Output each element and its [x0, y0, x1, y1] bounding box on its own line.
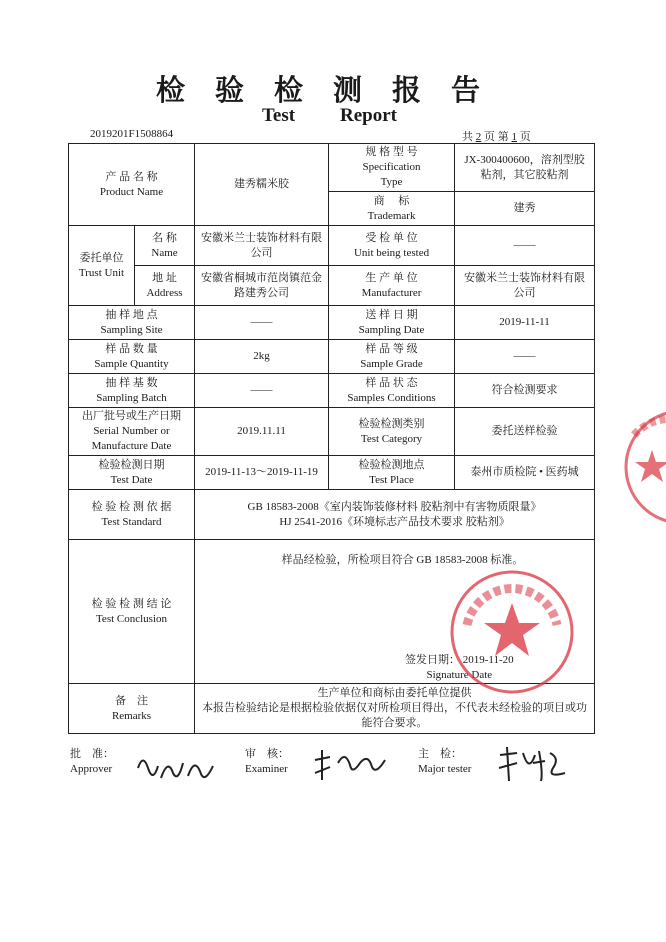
- test-category-cn: 检验检测类别: [358, 417, 425, 430]
- client-address-label: [135, 266, 195, 306]
- client-name-cn: 名 称: [152, 231, 177, 244]
- approver-label-en: Approver: [70, 763, 113, 775]
- remarks-en: Remarks: [111, 709, 152, 722]
- conclusion-text: 样品经检验，所检项目符合 GB 18583-2008 标准。: [281, 554, 524, 566]
- sampling-site-label: [69, 306, 195, 340]
- sample-quantity-cn: 样 品 数 量: [105, 342, 158, 355]
- row-test-date: [69, 456, 595, 490]
- test-date-cn: 检验检测日期: [98, 458, 165, 471]
- sample-grade-cn: 样 品 等 级: [365, 342, 418, 355]
- sample-grade-en: Sample Grade: [360, 357, 423, 370]
- receiving-unit-en: Unit being tested: [353, 246, 430, 259]
- client-en: Trust Unit: [78, 266, 125, 279]
- receiving-unit-label: [329, 226, 455, 266]
- client-address-value: 安徽省桐城市范岗镇范金路建秀公司: [195, 266, 329, 306]
- receiving-unit-cn: 受 检 单 位: [365, 231, 418, 244]
- remarks-line1: 生产单位和商标由委托单位提供: [317, 687, 472, 699]
- sample-condition-value: 符合检测要求: [455, 374, 595, 408]
- product-name-label: [69, 144, 195, 226]
- trademark-en: Trademark: [367, 209, 416, 222]
- sampling-site-en: Sampling Site: [100, 323, 163, 336]
- sample-condition-cn: 样 品 状 态: [365, 376, 418, 389]
- approver-label-cn: 批 准：: [70, 748, 114, 760]
- client-address-en: Address: [146, 286, 183, 299]
- page-prefix: 共: [462, 131, 473, 143]
- client-name-en: Name: [151, 246, 178, 259]
- remarks-line2: 本报告检验结论是根据检验依据仅对所检项目得出，不代表未经检验的项目或功能符合要求。: [202, 702, 588, 729]
- test-place-cn: 检验检测地点: [358, 458, 425, 471]
- sample-condition-label: [329, 374, 455, 408]
- row-serial: [69, 408, 595, 456]
- row-client-name: [69, 226, 595, 266]
- spec-label: [329, 144, 455, 192]
- product-name-cn: 产 品 名 称: [105, 170, 158, 183]
- page-info: [462, 128, 531, 144]
- serial-label: [69, 408, 195, 456]
- serial-en2: Manufacture Date: [91, 440, 172, 452]
- seam-seal-stamp: [620, 405, 666, 530]
- test-category-label: [329, 408, 455, 456]
- test-date-label: [69, 456, 195, 490]
- row-quantity: [69, 340, 595, 374]
- manufacturer-label: [329, 266, 455, 306]
- spec-value: JX-300400600，溶剂型胶粘剂，其它胶粘剂: [455, 144, 595, 192]
- sampling-date-value: 2019-11-11: [455, 306, 595, 340]
- sample-quantity-label: [69, 340, 195, 374]
- test-standard-en: Test Standard: [101, 515, 162, 528]
- remarks-label: [69, 684, 195, 734]
- serial-en1: Serial Number or: [93, 425, 170, 437]
- sample-grade-value: ——: [455, 340, 595, 374]
- sampling-date-cn: 送 样 日 期: [365, 308, 418, 321]
- examiner-signature: [310, 745, 390, 785]
- sample-quantity-value: 2kg: [195, 340, 329, 374]
- examiner-block: [245, 747, 289, 777]
- client-address-cn: 地 址: [152, 271, 177, 284]
- test-standard-value: [195, 490, 595, 540]
- test-date-en: Test Date: [110, 473, 153, 486]
- sampling-date-en: Sampling Date: [358, 323, 425, 336]
- page-current: 1: [511, 131, 517, 143]
- signature-date-value: 2019-11-20: [462, 654, 514, 666]
- report-number: 2019201F1508864: [90, 128, 174, 140]
- test-standard-line2: HJ 2541-2016《环境标志产品技术要求 胶粘剂》: [279, 515, 510, 528]
- conclusion-en: Test Conclusion: [95, 612, 168, 625]
- row-client-address: [69, 266, 595, 306]
- spec-en1: Specification: [362, 161, 421, 173]
- official-seal-stamp: [445, 565, 580, 700]
- tester-block: [418, 747, 471, 777]
- report-title-cn: 检验检测报告: [155, 73, 510, 107]
- examiner-label-en: Examiner: [245, 763, 288, 775]
- row-batch: [69, 374, 595, 408]
- report-title-en-test: Test: [262, 105, 296, 126]
- receiving-unit-value: ——: [455, 226, 595, 266]
- approver-signature: [133, 748, 218, 788]
- sampling-site-cn: 抽 样 地 点: [105, 308, 158, 321]
- client-cn: 委托单位: [79, 251, 124, 264]
- examiner-label-cn: 审 核：: [245, 748, 289, 760]
- spec-en2: Type: [380, 176, 403, 188]
- test-category-value: 委托送样检验: [455, 408, 595, 456]
- client-label: [69, 226, 135, 306]
- sampling-date-label: [329, 306, 455, 340]
- test-place-label: [329, 456, 455, 490]
- row-sampling-site: [69, 306, 595, 340]
- serial-cn: 出厂批号或生产日期: [82, 410, 181, 422]
- sampling-batch-label: [69, 374, 195, 408]
- test-place-value: 泰州市质检院 • 医药城: [455, 456, 595, 490]
- trademark-value: 建秀: [455, 192, 595, 226]
- manufacturer-cn: 生 产 单 位: [365, 271, 418, 284]
- manufacturer-en: Manufacturer: [361, 286, 422, 299]
- page-suffix: 页: [519, 131, 531, 143]
- row-standard: [69, 490, 595, 540]
- product-name-value: 建秀糯米胶: [195, 144, 329, 226]
- sampling-batch-value: ——: [195, 374, 329, 408]
- page-mid: 页 第: [484, 131, 509, 143]
- test-standard-cn: 检 验 检 测 依 据: [91, 500, 172, 513]
- trademark-label: [329, 192, 455, 226]
- test-standard-line1: GB 18583-2008《室内装饰装修材料 胶粘剂中有害物质限量》: [247, 500, 542, 513]
- sample-grade-label: [329, 340, 455, 374]
- tester-label-en: Major tester: [418, 763, 472, 775]
- signature-date-label-cn: 签发日期：: [405, 654, 461, 666]
- sample-quantity-en: Sample Quantity: [94, 357, 169, 370]
- test-date-value: 2019-11-13～2019-11-19: [195, 456, 329, 490]
- page-total: 2: [475, 131, 482, 143]
- remarks-cn: 备 注: [115, 694, 148, 707]
- trademark-cn: 商 标: [373, 194, 410, 207]
- approver-block: [70, 747, 114, 777]
- tester-label-cn: 主 检：: [418, 748, 462, 760]
- client-name-value: 安徽米兰士装饰材料有限公司: [195, 226, 329, 266]
- signature-date-label-en: Signature Date: [426, 669, 493, 681]
- test-category-en: Test Category: [360, 432, 423, 445]
- product-name-en: Product Name: [99, 185, 164, 198]
- row-product-spec: [69, 144, 595, 192]
- sampling-batch-en: Sampling Batch: [96, 391, 167, 404]
- serial-value: 2019.11.11: [195, 408, 329, 456]
- sampling-site-value: ——: [195, 306, 329, 340]
- manufacturer-value: 安徽米兰士装饰材料有限公司: [455, 266, 595, 306]
- tester-signature: [495, 743, 570, 785]
- sampling-batch-cn: 抽 样 基 数: [105, 376, 158, 389]
- report-title-en-report: Report: [340, 105, 397, 126]
- conclusion-label: [69, 540, 195, 684]
- test-standard-label: [69, 490, 195, 540]
- conclusion-cn: 检 验 检 测 结 论: [91, 597, 172, 610]
- client-name-label: [135, 226, 195, 266]
- sample-condition-en: Samples Conditions: [347, 391, 436, 404]
- spec-cn: 规 格 型 号: [365, 146, 418, 158]
- test-place-en: Test Place: [369, 473, 414, 486]
